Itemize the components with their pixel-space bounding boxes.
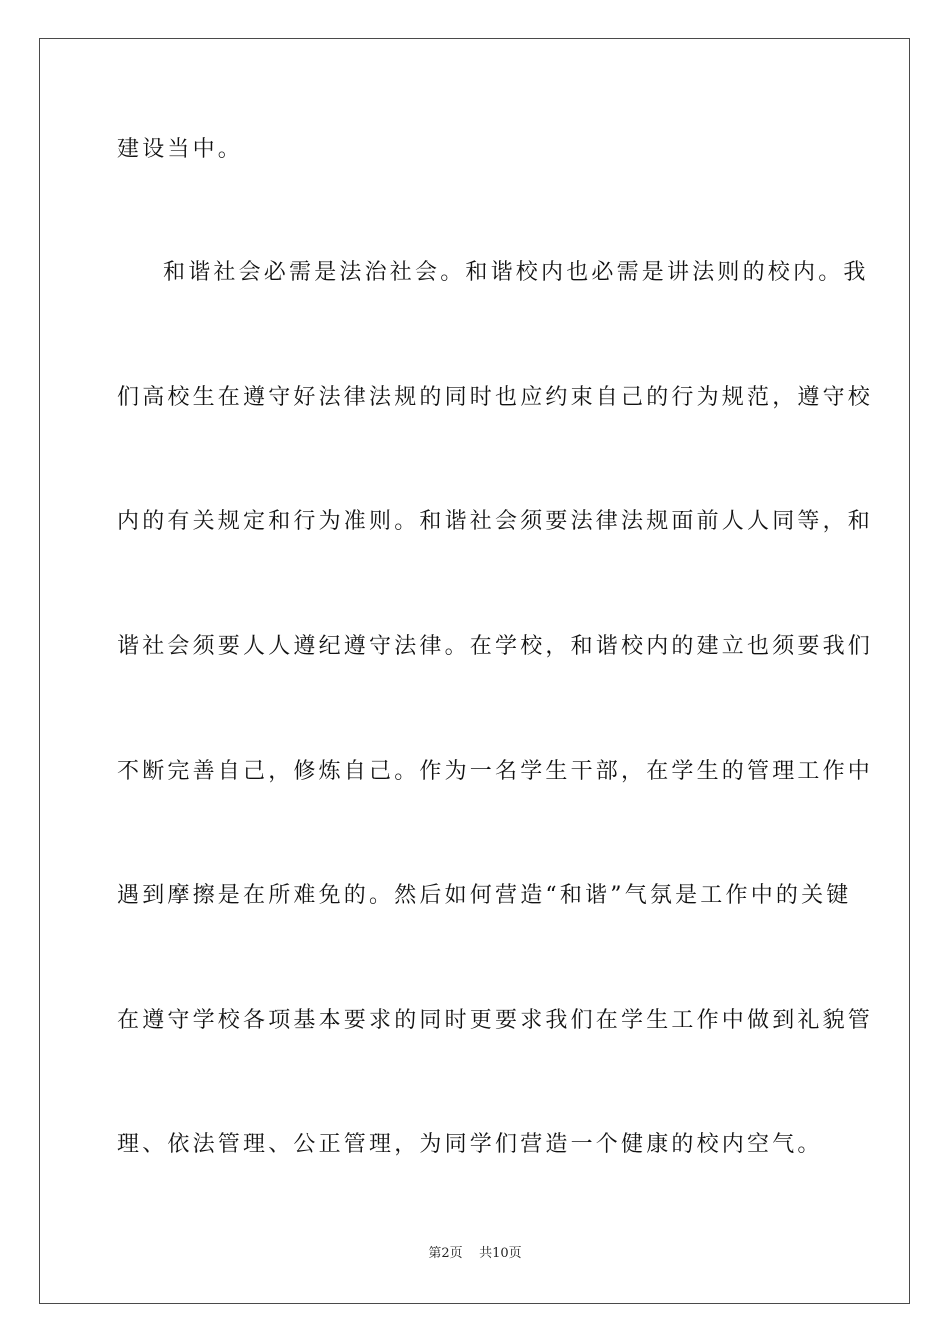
text-line: 遇到摩擦是在所难免的。然后如何营造“和谐”气氛是工作中的关键: [117, 883, 852, 908]
text-line: 不断完善自己，修炼自己。作为一名学生干部，在学生的管理工作中: [117, 759, 874, 784]
text-line: 建设当中。: [117, 137, 244, 162]
text-line: 谐社会须要人人遵纪遵守法律。在学校，和谐校内的建立也须要我们: [117, 634, 874, 659]
page-number: 第2页: [428, 1246, 463, 1261]
page-footer: [0, 1245, 950, 1263]
text-line: 内的有关规定和行为准则。和谐社会须要法律法规面前人人同等，和: [117, 509, 874, 534]
paragraph-first-line: 和谐社会必需是法治社会。和谐校内也必需是讲法则的校内。我: [163, 260, 869, 285]
text-line: 在遵守学校各项基本要求的同时更要求我们在学生工作中做到礼貌管: [117, 1008, 874, 1033]
page-frame: [39, 38, 910, 1304]
text-line: 理、依法管理、公正管理，为同学们营造一个健康的校内空气。: [117, 1132, 823, 1157]
page-total: 共10页: [479, 1246, 522, 1261]
text-line: 们高校生在遵守好法律法规的同时也应约束自己的行为规范，遵守校: [117, 385, 874, 410]
